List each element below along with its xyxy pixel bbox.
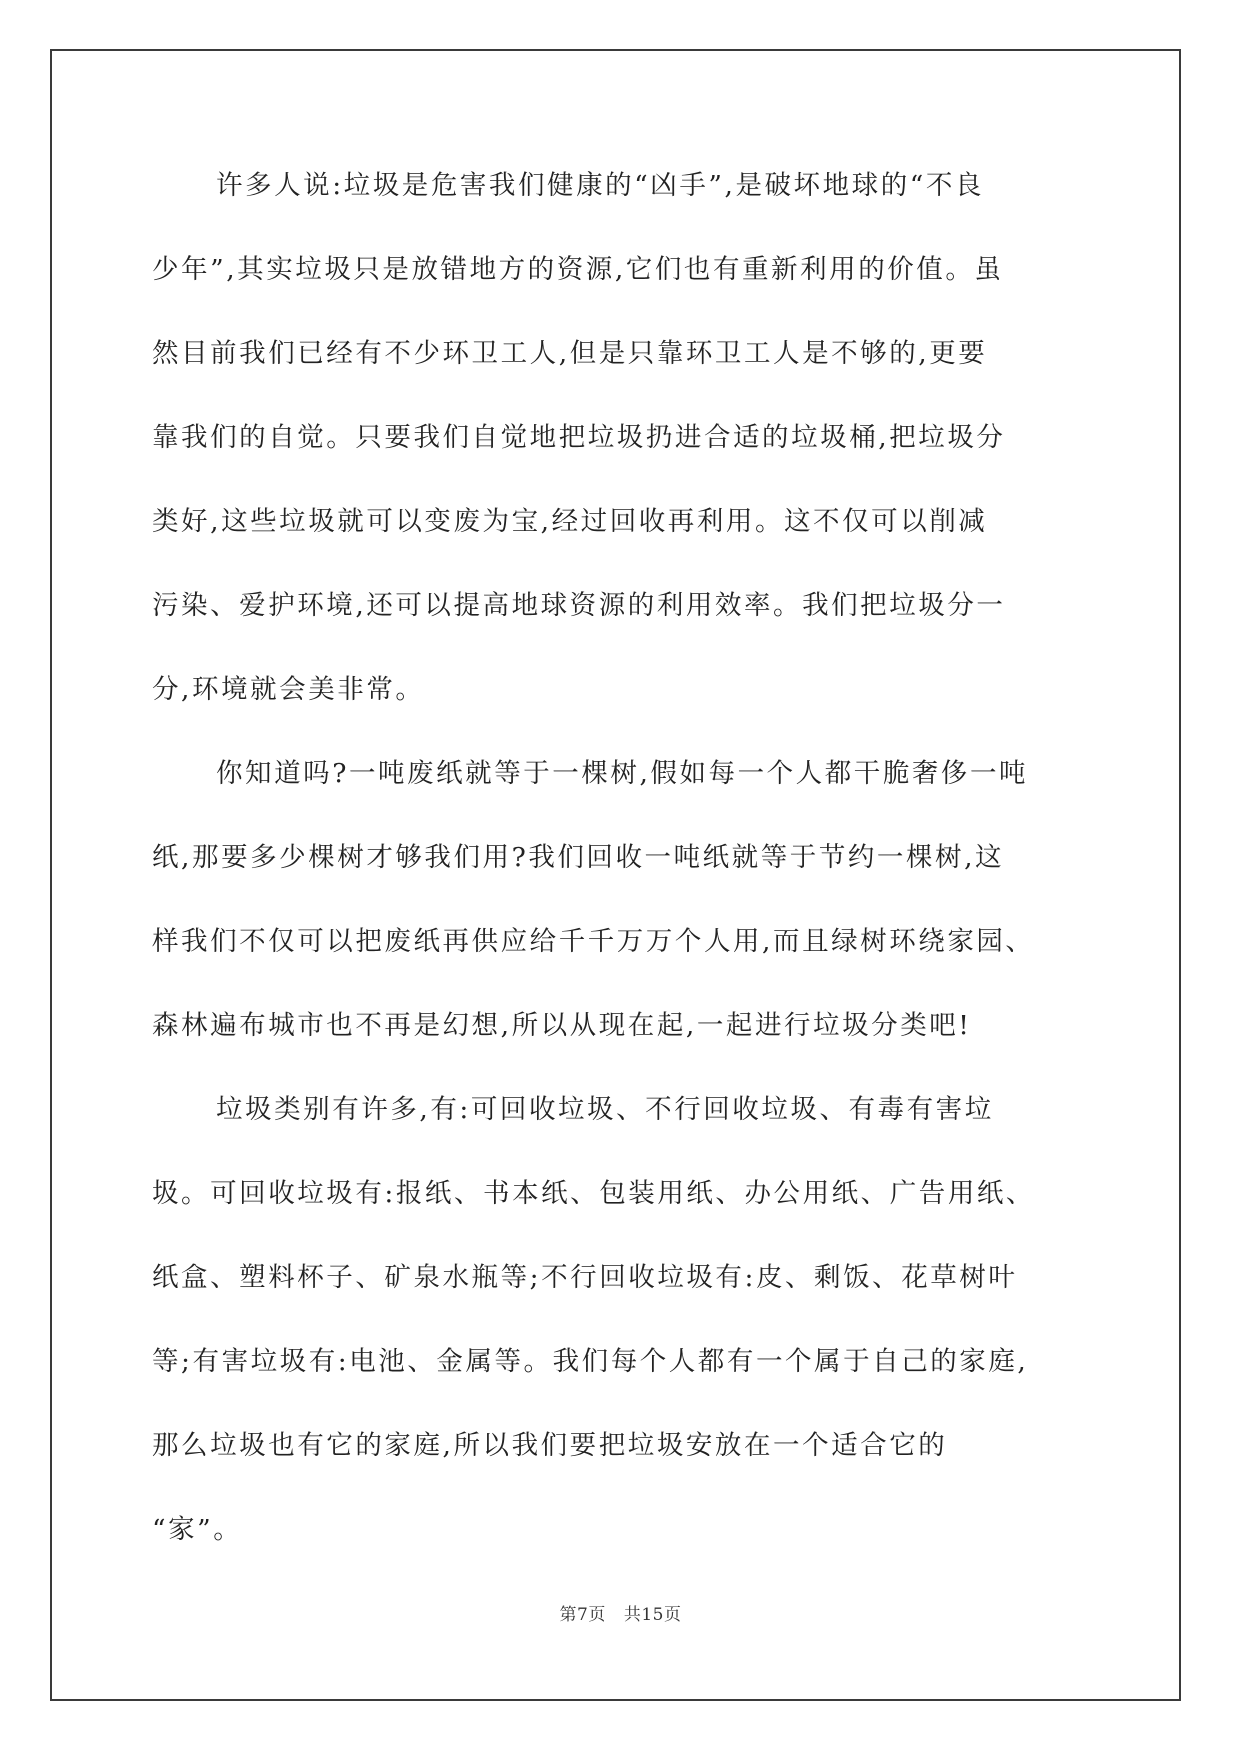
paragraph-line: 垃圾类别有许多,有:可回收垃圾、不行回收垃圾、有毒有害垃: [216, 1094, 994, 1125]
paragraph-1: [152, 160, 1092, 748]
paragraph-line: 分,环境就会美非常。: [152, 674, 425, 705]
paragraph-line: 等;有害垃圾有:电池、金属等。我们每个人都有一个属于自己的家庭,: [152, 1346, 1029, 1377]
paragraph-line: 样我们不仅可以把废纸再供应给千千万万个人用,而且绿树环绕家园、: [152, 926, 1035, 957]
paragraph-3: [152, 1084, 1092, 1588]
paragraph-line: 纸盒、塑料杯子、矿泉水瓶等;不行回收垃圾有:皮、剩饭、花草树叶: [152, 1262, 1018, 1293]
paragraph-line: 类好,这些垃圾就可以变废为宝,经过回收再利用。这不仅可以削减: [152, 506, 988, 537]
current-page-number: 第7页: [559, 1605, 606, 1625]
paragraph-line: 那么垃圾也有它的家庭,所以我们要把垃圾安放在一个适合它的: [152, 1430, 948, 1461]
document-body: [152, 160, 1092, 1588]
page-footer: [0, 1600, 1241, 1625]
paragraph-line: 靠我们的自觉。只要我们自觉地把垃圾扔进合适的垃圾桶,把垃圾分: [152, 422, 1006, 453]
paragraph-line: 圾。可回收垃圾有:报纸、书本纸、包装用纸、办公用纸、广告用纸、: [152, 1178, 1035, 1209]
paragraph-line: “家”。: [152, 1514, 243, 1545]
paragraph-line: 你知道吗?一吨废纸就等于一棵树,假如每一个人都干脆奢侈一吨: [216, 758, 1029, 789]
total-page-count: 共15页: [623, 1605, 682, 1625]
paragraph-line: 然目前我们已经有不少环卫工人,但是只靠环卫工人是不够的,更要: [152, 338, 988, 369]
paragraph-line: 许多人说:垃圾是危害我们健康的“凶手”,是破坏地球的“不良: [216, 170, 984, 201]
paragraph-line: 纸,那要多少棵树才够我们用?我们回收一吨纸就等于节约一棵树,这: [152, 842, 1005, 873]
paragraph-line: 污染、爱护环境,还可以提高地球资源的利用效率。我们把垃圾分一: [152, 590, 1006, 621]
paragraph-line: 森林遍布城市也不再是幻想,所以从现在起,一起进行垃圾分类吧!: [152, 1010, 972, 1041]
paragraph-2: [152, 748, 1092, 1084]
paragraph-line: 少年”,其实垃圾只是放错地方的资源,它们也有重新利用的价值。虽: [152, 254, 1004, 285]
